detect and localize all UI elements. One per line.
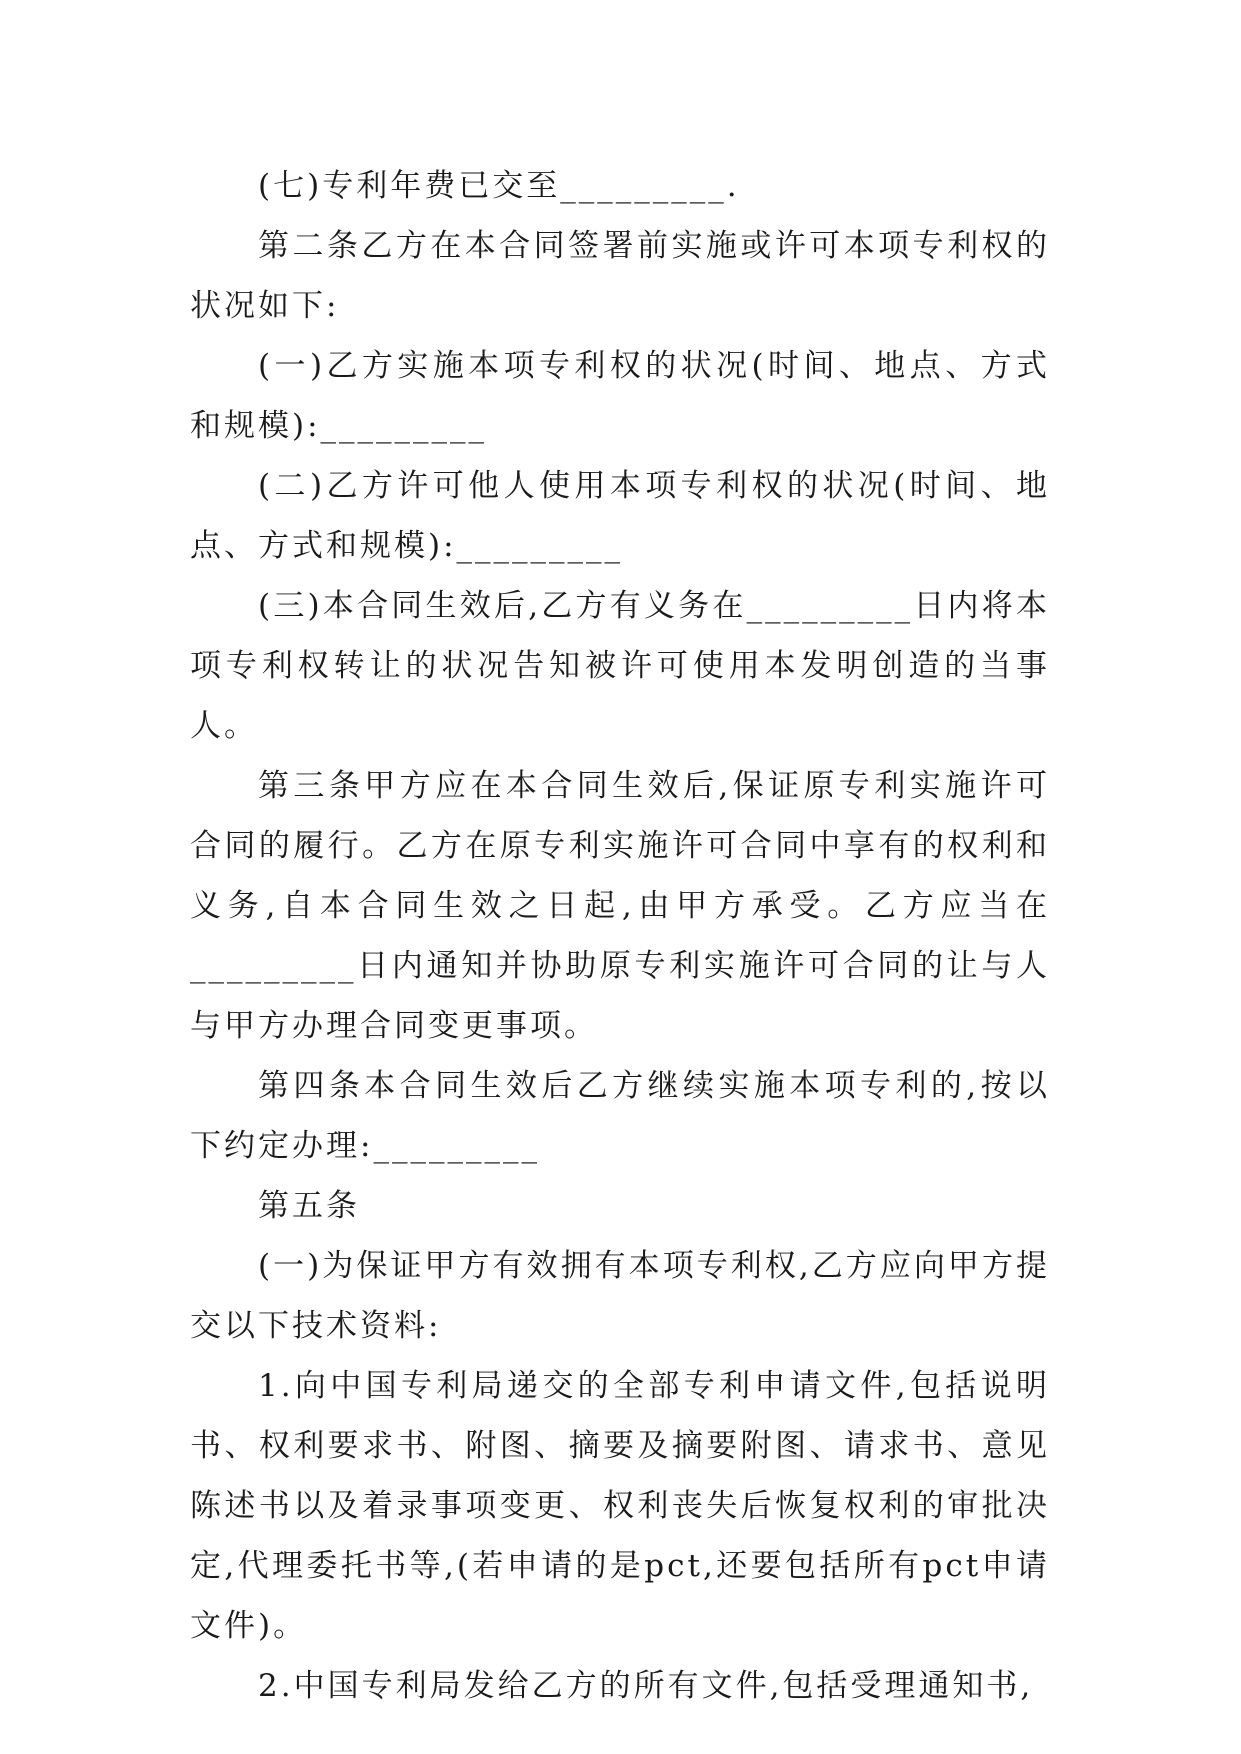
paragraph-article-2: 第二条乙方在本合同签署前实施或许可本项专利权的状况如下:	[190, 228, 1050, 324]
paragraph-annual-fee: (七)专利年费已交至_________.	[258, 168, 740, 204]
paragraph-article-5-heading: 第五条	[258, 1188, 360, 1224]
paragraph-article-2-item-3: (三)本合同生效后,乙方有义务在_________日内将本项专利权转让的状况告知被许可使用本发明创造的当事人。	[190, 588, 1050, 744]
paragraph-article-5-list-2: 2.中国专利局发给乙方的所有文件,包括受理通知书,	[258, 1668, 1034, 1704]
paragraph-article-5-list-1: 1.向中国专利局递交的全部专利申请文件,包括说明书、权利要求书、附图、摘要及摘要附图、请求书、意见陈述书以及着录事项变更、权利丧失后恢复权利的审批决定,代理委托书等,(若申请的是pct,还要包括所有pct申请文件)。	[190, 1368, 1050, 1644]
paragraph-article-2-item-1: (一)乙方实施本项专利权的状况(时间、地点、方式和规模):_________	[190, 348, 1050, 444]
paragraph-article-3: 第三条甲方应在本合同生效后,保证原专利实施许可合同的履行。乙方在原专利实施许可合同中享有的权利和义务,自本合同生效之日起,由甲方承受。乙方应当在_________日内通知并协助原专利实施许可合同的让与人与甲方办理合同变更事项。	[190, 768, 1050, 1044]
paragraph-article-2-item-2: (二)乙方许可他人使用本项专利权的状况(时间、地点、方式和规模):_________	[190, 468, 1050, 564]
paragraph-article-4: 第四条本合同生效后乙方继续实施本项专利的,按以下约定办理:_________	[190, 1068, 1050, 1164]
document-body	[190, 156, 1050, 1716]
paragraph-article-5-item-1: (一)为保证甲方有效拥有本项专利权,乙方应向甲方提交以下技术资料:	[190, 1248, 1050, 1344]
